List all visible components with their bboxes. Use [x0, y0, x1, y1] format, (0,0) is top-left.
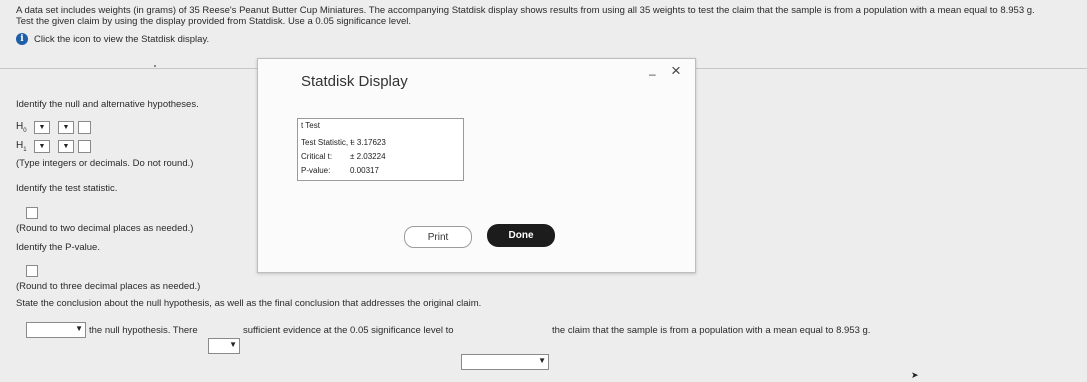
chevron-down-icon: ▼: [38, 143, 46, 150]
pvalue-note: (Round to three decimal places as needed.): [16, 281, 201, 292]
chevron-down-icon: ▼: [75, 324, 83, 333]
evidence-dropdown[interactable]: [208, 338, 240, 354]
h1-operator-dropdown[interactable]: [58, 140, 74, 153]
chevron-down-icon: ▼: [62, 124, 70, 131]
done-button[interactable]: Done: [487, 224, 555, 247]
hypotheses-prompt: Identify the null and alternative hypotheses.: [16, 99, 199, 110]
conclusion-text-1: the null hypothesis. There: [89, 325, 198, 336]
info-icon[interactable]: i: [16, 33, 28, 45]
conclusion-text-2: sufficient evidence at the 0.05 significance level to: [243, 325, 454, 336]
conclusion-text-3: the claim that the sample is from a population with a mean equal to 8.953 g.: [552, 325, 871, 336]
chevron-down-icon: ▼: [538, 356, 546, 365]
mouse-cursor-icon: ➤: [911, 370, 919, 380]
dialog-title: Statdisk Display: [301, 73, 408, 90]
h1-row: [16, 140, 91, 153]
pvalue-value: 0.00317: [350, 166, 379, 175]
h0-parameter-dropdown[interactable]: [34, 121, 50, 134]
critical-t-label: Critical t:: [301, 152, 333, 161]
reject-dropdown[interactable]: [26, 322, 86, 338]
hypotheses-note: (Type integers or decimals. Do not round.): [16, 158, 194, 169]
h1-parameter-dropdown[interactable]: [34, 140, 50, 153]
chevron-down-icon: ▼: [229, 340, 237, 349]
critical-t-value: ± 2.03224: [350, 152, 386, 161]
click-instruction: Click the icon to view the Statdisk display.: [34, 33, 210, 45]
h0-value-input[interactable]: [78, 121, 91, 134]
claim-dropdown[interactable]: [461, 354, 549, 370]
chevron-down-icon: ▼: [62, 143, 70, 150]
close-icon[interactable]: ×: [671, 61, 681, 80]
chevron-down-icon: ▼: [38, 124, 46, 131]
test-statistic-note: (Round to two decimal places as needed.): [16, 223, 194, 234]
pvalue-prompt: Identify the P-value.: [16, 242, 100, 253]
test-statistic-label: Test Statistic, t:: [301, 138, 355, 147]
h1-value-input[interactable]: [78, 140, 91, 153]
test-statistic-prompt: Identify the test statistic.: [16, 183, 118, 194]
print-button[interactable]: Print: [404, 226, 472, 248]
problem-statement: [16, 5, 1035, 27]
problem-line-1: A data set includes weights (in grams) of 35 Reese's Peanut Butter Cup Miniatures. The accompanying Statdisk display shows results from using all 35 weights to test the claim that the sample is from a population with a mean equal to 8.953 g.: [16, 5, 1035, 16]
divider-marker: [154, 65, 156, 67]
minimize-icon[interactable]: –: [649, 67, 656, 81]
conclusion-prompt: State the conclusion about the null hypothesis, as well as the final conclusion that addresses the original claim.: [16, 298, 482, 309]
statdisk-link-row: [16, 33, 209, 45]
test-type-label: t Test: [301, 121, 320, 130]
h0-symbol: $H_0$: [16, 121, 27, 134]
test-statistic-value: − 3.17623: [350, 138, 386, 147]
statdisk-output-box: [297, 118, 464, 181]
h0-row: [16, 121, 91, 134]
pvalue-input[interactable]: [26, 265, 38, 277]
pvalue-label: P-value:: [301, 166, 331, 175]
test-statistic-input[interactable]: [26, 207, 38, 219]
h0-operator-dropdown[interactable]: [58, 121, 74, 134]
problem-line-2: Test the given claim by using the display provided from Statdisk. Use a 0.05 significance level.: [16, 16, 411, 27]
statdisk-dialog: [257, 58, 696, 273]
h1-symbol: $H_1$: [16, 140, 27, 153]
